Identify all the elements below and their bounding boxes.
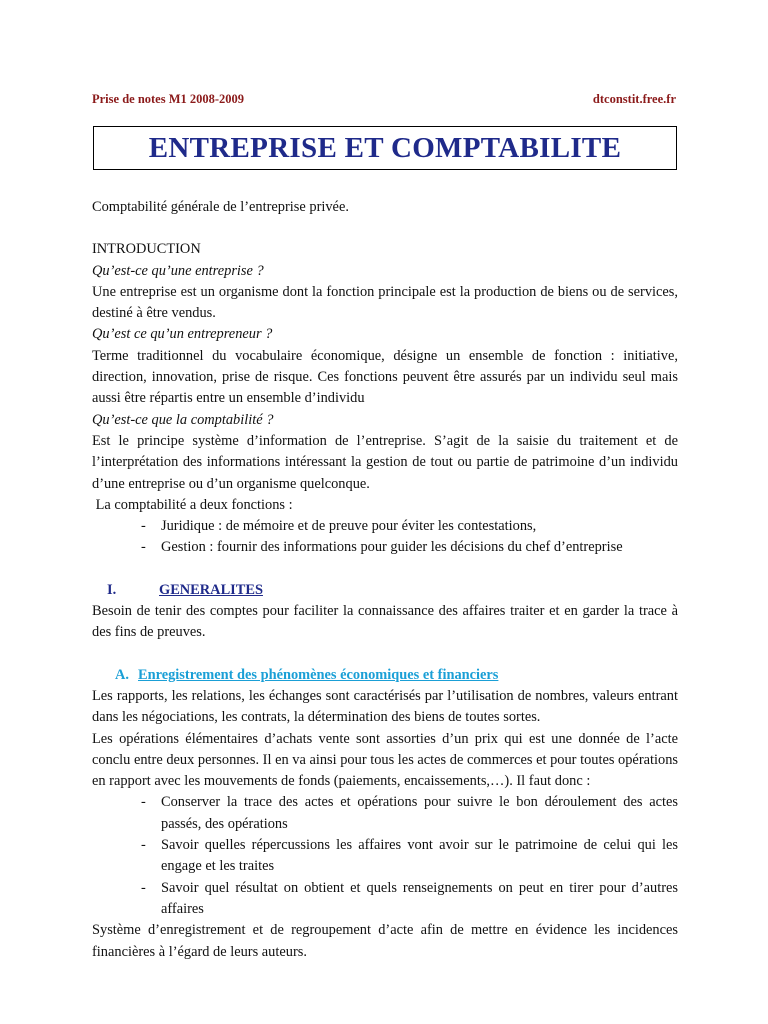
paragraph: Les rapports, les relations, les échanges sont caractérisés par l’utilisation de nombres, valeurs entrant dans les négociations, les contrats, la détermination des biens de toutes sortes. [92, 687, 678, 726]
bullet-dash: - [141, 539, 146, 556]
bullet-dash: - [141, 837, 146, 854]
section-title: GENERALITES [159, 581, 263, 598]
section-text: Besoin de tenir des comptes pour faciliter la connaissance des affaires traiter et en garder la trace à des fins de preuves. [92, 603, 678, 641]
subsection-title: Enregistrement des phénomènes économiques et financiers [138, 666, 499, 683]
subtitle: Comptabilité générale de l’entreprise privée. [92, 199, 349, 215]
list-item: - Juridique : de mémoire et de preuve pour éviter les contestations, [92, 516, 678, 537]
question-entrepreneur: Qu’est ce qu’un entrepreneur ? [92, 326, 273, 343]
list-item: - Savoir quelles répercussions les affaires vont avoir sur le patrimoine de celui qui les engage et les traites [141, 837, 678, 875]
list-item: - Savoir quel résultat on obtient et quels renseignements on peut en tirer pour d’autres affaires [141, 879, 678, 917]
bullet-dash: - [141, 794, 146, 811]
paragraph: Les opérations élémentaires d’achats vente sont assorties d’un prix qui est une donnée de l’acte conclu entre deux personnes. Il en va ainsi pour tous les actes de commerces et pour toutes opérations en rapport avec les mouvements de fonds (paiements, encaissements,…). Il faut donc : [92, 730, 678, 790]
document-title: ENTREPRISE ET COMPTABILITE [148, 131, 622, 164]
subsection-heading-enregistrement [92, 665, 678, 686]
list-item: - Conserver la trace des actes et opérations pour suivre le bon déroulement des actes passés, des opérations [141, 794, 678, 832]
bullet-dash: - [141, 518, 146, 535]
introduction-heading: INTRODUCTION [92, 241, 201, 258]
list-item: - Gestion : fournir des informations pour guider les décisions du chef d’entreprise [92, 537, 678, 558]
question-comptabilite: Qu’est-ce que la comptabilité ? [92, 411, 274, 428]
bullet-dash: - [141, 879, 146, 896]
section-number: I. [107, 581, 117, 598]
actions-list [92, 792, 678, 920]
answer-entrepreneur: Terme traditionnel du vocabulaire économique, désigne un ensemble de fonction : initiative, direction, innovation, prise de risque. Ces fonctions peuvent être assurés par un individu seul mais aussi être répartis entre un ensemble d’individu [92, 347, 678, 407]
answer-entreprise: Une entreprise est un organisme dont la fonction principale est la production de biens ou de services, destiné à être vendus. [92, 283, 678, 322]
title-box [93, 126, 677, 170]
paragraph: Système d’enregistrement et de regroupement d’acte afin de mettre en évidence les incidences financières à l’égard de leurs auteurs. [92, 922, 678, 960]
section-heading-generalites [92, 580, 678, 601]
answer-comptabilite: Est le principe système d’information de l’entreprise. S’agit de la saisie du traitement et de l’interprétation des informations intéressant la gestion de tout ou partie de patrimoine d’un individu d’une entreprise ou d’un organisme quelconque. [92, 432, 678, 492]
header-course-info: Prise de notes M1 2008-2009 [92, 92, 245, 106]
subsection-number: A. [115, 666, 129, 683]
question-entreprise: Qu’est-ce qu’une entreprise ? [92, 262, 264, 279]
functions-intro: La comptabilité a deux fonctions : [92, 496, 293, 513]
document-body [92, 197, 678, 963]
header-website: dtconstit.free.fr [592, 92, 676, 106]
functions-list [92, 516, 678, 559]
